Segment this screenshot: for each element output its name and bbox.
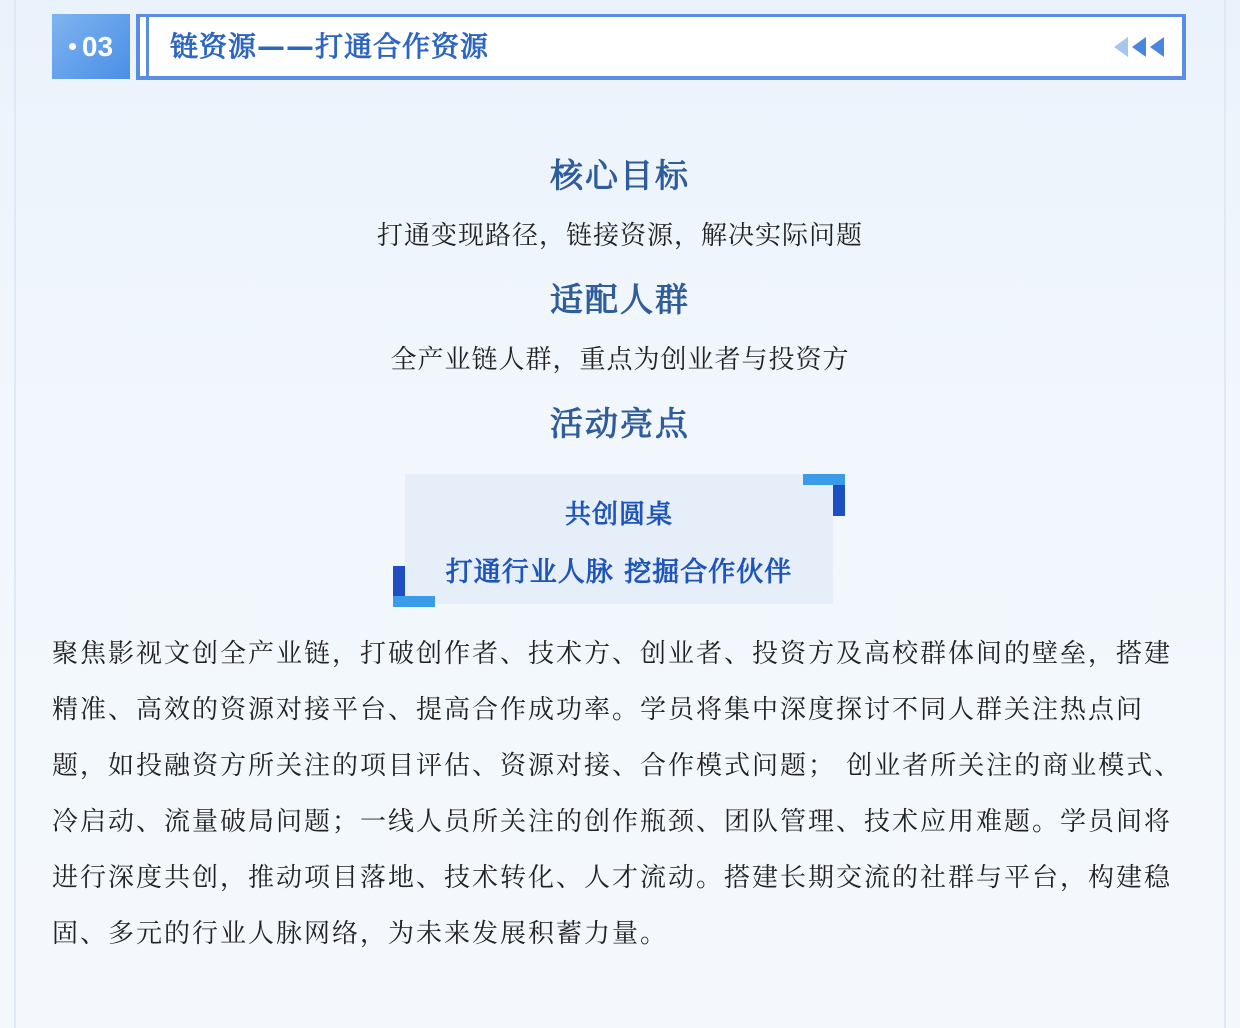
triple-chevron-left-icon — [1114, 37, 1164, 57]
audience-text: 全产业链人群，重点为创业者与投资方 — [390, 345, 850, 375]
section-title: 链资源——打通合作资源 — [170, 30, 490, 63]
audience-heading: 适配人群 — [550, 280, 690, 319]
card-corner-bracket-bottom-left — [393, 596, 435, 607]
card-subtitle: 打通行业人脉 挖掘合作伙伴 — [445, 557, 793, 588]
card-corner-bracket-bottom-left-vertical — [393, 566, 405, 596]
bullet-dot-icon — [69, 43, 76, 50]
section-title-bar — [136, 14, 1186, 80]
highlight-card — [405, 474, 833, 604]
goal-text: 打通变现路径，链接资源，解决实际问题 — [376, 221, 863, 251]
section-number: 03 — [81, 30, 114, 62]
title-bar-accent-line — [146, 17, 149, 76]
card-title: 共创圆桌 — [564, 500, 673, 530]
section-number-badge — [52, 14, 130, 79]
chevron-left-icon — [1132, 37, 1146, 57]
card-corner-bracket-top-right-vertical — [833, 485, 845, 516]
chevron-left-icon — [1114, 37, 1128, 57]
chevron-left-icon — [1150, 37, 1164, 57]
highlights-heading: 活动亮点 — [550, 404, 690, 443]
body-paragraph: 聚焦影视文创全产业链，打破创作者、技术方、创业者、投资方及高校群体间的壁垒，搭建精准、高效的资源对接平台、提高合作成功率。学员将集中深度探讨不同人群关注热点问题，如投融资方所关注的项目评估、资源对接、合作模式问题； 创业者所关注的商业模式、冷启动、流量破局问题；一线人员所关注的创作瓶颈、团队管理、技术应用难题。学员间将进行深度共创，推动项目落地、技术转化、人才流动。搭建长期交流的社群与平台，构建稳固、多元的行业人脉网络，为未来发展积蓄力量。 — [52, 639, 1183, 949]
card-corner-bracket-top-right — [803, 474, 845, 485]
goal-heading: 核心目标 — [550, 156, 690, 195]
